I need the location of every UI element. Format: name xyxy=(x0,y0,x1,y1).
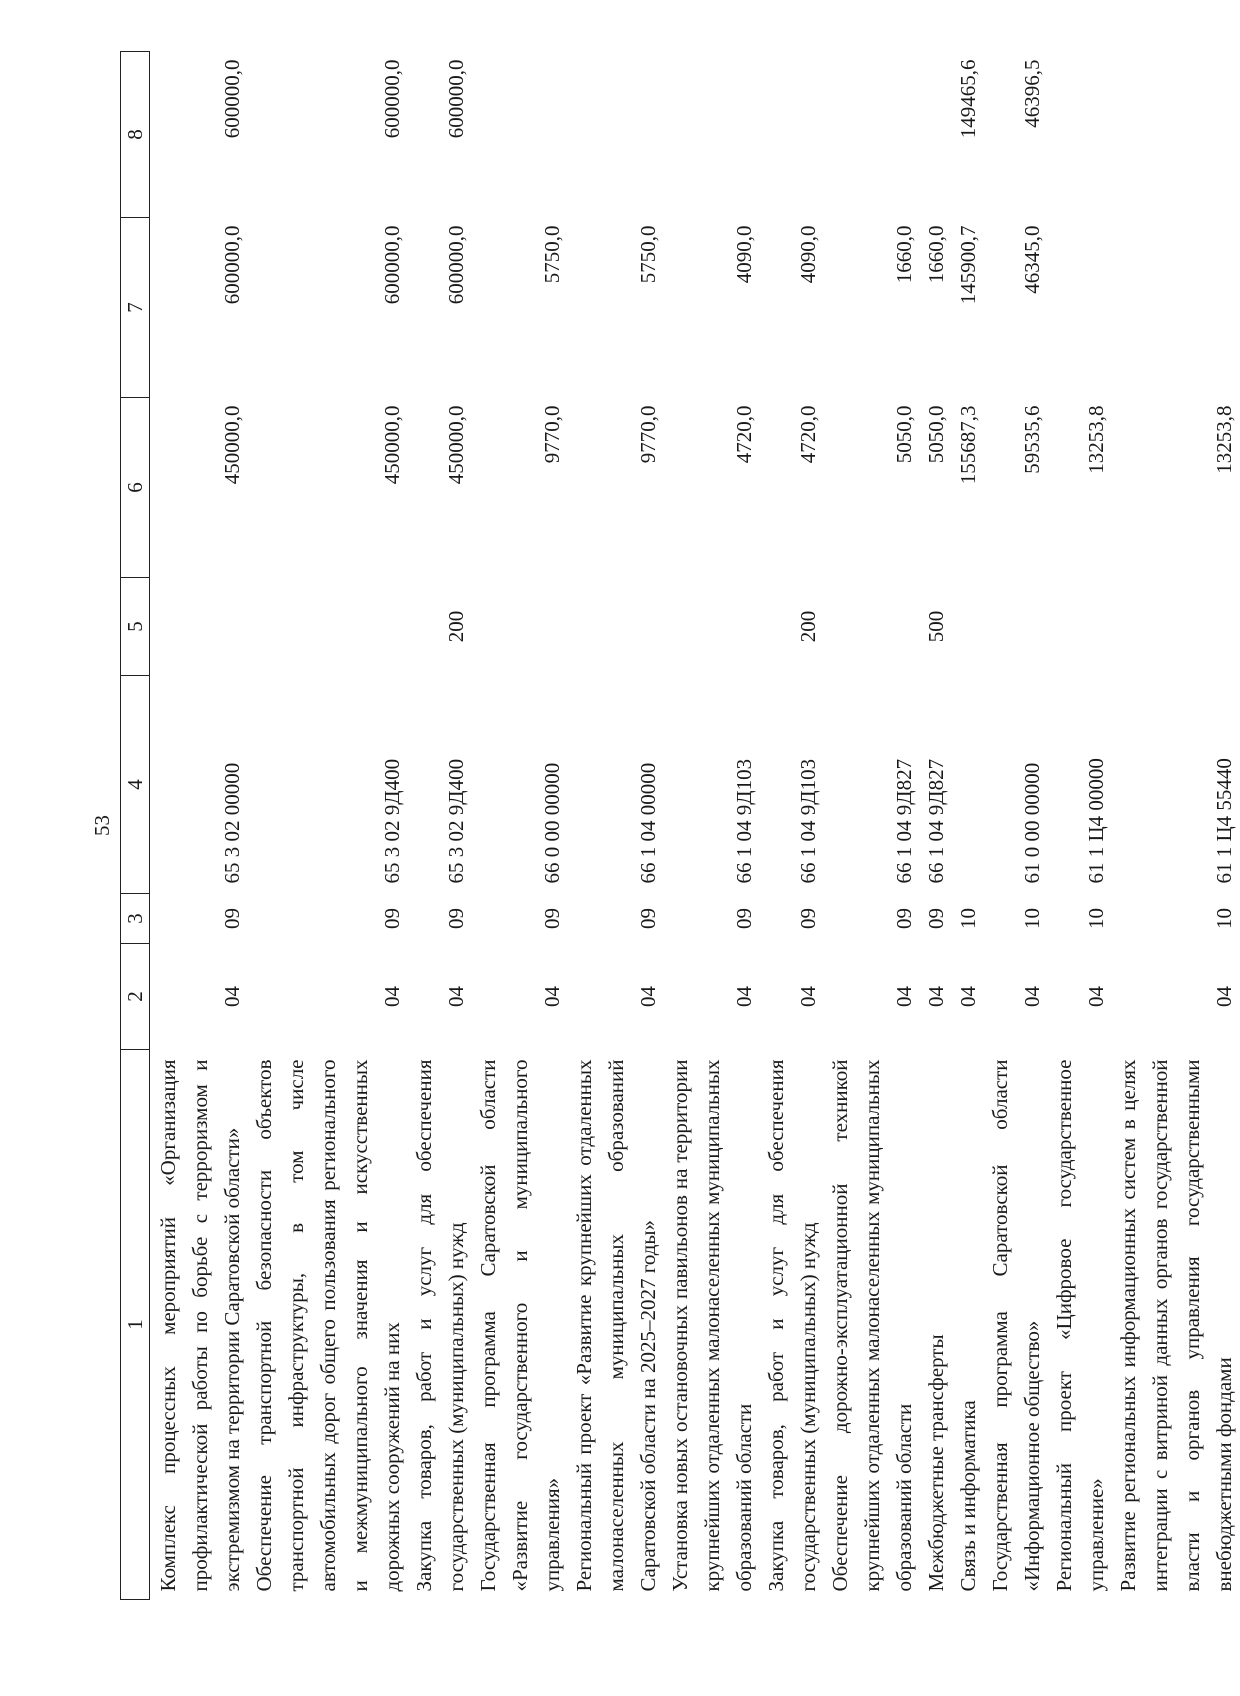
target-article-cell: 66 1 04 9Д827 xyxy=(892,758,916,884)
section-code-cell: 04 xyxy=(380,986,404,1007)
amount-col-7-cell: 600000,0 xyxy=(444,225,468,305)
row-name-cell: Межбюджетные трансферты xyxy=(924,1334,948,1592)
amount-col-7-cell: 4090,0 xyxy=(796,225,820,284)
subsection-code-cell: 09 xyxy=(892,908,916,929)
table-row xyxy=(1048,52,1112,1600)
expense-type-cell: 200 xyxy=(444,610,468,643)
subsection-code-cell: 09 xyxy=(796,908,820,929)
amount-col-8-cell: 600000,0 xyxy=(444,59,468,139)
expense-type-cell xyxy=(472,578,568,676)
amount-col-7-cell xyxy=(1048,218,1112,398)
section-code-cell: 04 xyxy=(636,986,660,1007)
target-article-cell: 61 1 Ц4 55440 xyxy=(1212,758,1236,884)
section-code-cell: 04 xyxy=(540,986,564,1007)
amount-col-6-cell: 59535,6 xyxy=(1020,405,1044,474)
amount-col-6-cell: 9770,0 xyxy=(540,405,564,464)
header-col-2: 2 xyxy=(121,944,150,1050)
target-article-cell: 61 1 Ц4 00000 xyxy=(1084,758,1108,884)
subsection-code-cell: 09 xyxy=(540,908,564,929)
target-article-cell: 66 1 04 9Д103 xyxy=(796,758,820,884)
section-code-cell: 04 xyxy=(1020,986,1044,1007)
section-code-cell: 04 xyxy=(796,986,820,1007)
table-row xyxy=(408,52,472,1600)
subsection-code-cell: 10 xyxy=(956,908,980,929)
header-col-7: 7 xyxy=(121,218,150,398)
table-row xyxy=(984,52,1048,1600)
header-col-5: 5 xyxy=(121,578,150,676)
expense-type-cell xyxy=(248,578,408,676)
amount-col-8-cell xyxy=(664,52,760,218)
amount-col-6-cell: 4720,0 xyxy=(796,405,820,464)
expense-type-cell: 200 xyxy=(796,610,820,643)
expense-type-cell xyxy=(664,578,760,676)
section-code-cell: 04 xyxy=(732,986,756,1007)
target-article-cell: 66 0 00 00000 xyxy=(540,762,564,884)
table-body xyxy=(150,52,1240,1600)
rotated-page-content xyxy=(120,52,1236,1600)
amount-col-8-cell xyxy=(1048,52,1112,218)
header-col-6: 6 xyxy=(121,398,150,578)
row-name-cell: Обеспечение транспортной безопасности объектов транспортной инфраструктуры, в том числе автомобильных дорог общего пользования регионального и межмуниципального значения и искусственных дорожных сооружений на них xyxy=(252,1059,404,1592)
target-article-cell: 65 3 02 9Д400 xyxy=(380,758,404,884)
table-row xyxy=(1112,52,1240,1600)
subsection-code-cell: 10 xyxy=(1020,908,1044,929)
row-name-cell: Государственная программа Саратовской области «Развитие государственного и муниципального управления» xyxy=(476,1059,564,1592)
amount-col-7-cell: 1660,0 xyxy=(892,225,916,284)
row-name-cell: Обеспечение дорожно-эксплуатационной техникой крупнейших отдаленных малонаселенных муниципальных образований области xyxy=(828,1059,916,1592)
header-col-8: 8 xyxy=(121,52,150,218)
amount-col-6-cell: 5050,0 xyxy=(892,405,916,464)
section-code-cell: 04 xyxy=(1212,986,1236,1007)
amount-col-8-cell xyxy=(472,52,568,218)
header-col-4: 4 xyxy=(121,676,150,894)
amount-col-7-cell: 600000,0 xyxy=(380,225,404,305)
table-row xyxy=(664,52,760,1600)
subsection-code-cell: 09 xyxy=(220,908,244,929)
table-row xyxy=(952,52,984,1600)
target-article-cell xyxy=(952,676,984,894)
section-code-cell: 04 xyxy=(1084,986,1108,1007)
subsection-code-cell: 09 xyxy=(636,908,660,929)
target-article-cell: 65 3 02 9Д400 xyxy=(444,758,468,884)
row-name-cell: Закупка товаров, работ и услуг для обеспечения государственных (муниципальных) нужд xyxy=(412,1059,468,1592)
amount-col-7-cell xyxy=(1112,218,1240,398)
amount-col-6-cell: 155687,3 xyxy=(956,405,980,485)
expense-type-cell xyxy=(150,578,249,676)
expense-type-cell xyxy=(984,578,1048,676)
row-name-cell: Развитие региональных информационных систем в целях интеграции с витриной данных органов государственной власти и органов управления государственными внебюджетными фондами xyxy=(1116,1059,1236,1592)
amount-col-7-cell: 1660,0 xyxy=(924,225,948,284)
row-name-cell: Связь и информатика xyxy=(956,1400,980,1592)
amount-col-8-cell xyxy=(1112,52,1240,218)
target-article-cell: 66 1 04 9Д827 xyxy=(924,758,948,884)
amount-col-8-cell: 46396,5 xyxy=(1020,59,1044,128)
budget-table xyxy=(120,51,1240,1600)
row-name-cell: Государственная программа Саратовской области «Информационное общество» xyxy=(988,1059,1044,1592)
table-row xyxy=(824,52,920,1600)
expense-type-cell xyxy=(952,578,984,676)
expense-type-cell xyxy=(568,578,664,676)
table-row xyxy=(150,52,249,1600)
amount-col-6-cell: 450000,0 xyxy=(444,405,468,485)
expense-type-cell xyxy=(824,578,920,676)
amount-col-8-cell: 600000,0 xyxy=(380,59,404,139)
expense-type-cell: 500 xyxy=(924,610,948,643)
target-article-cell: 66 1 04 9Д103 xyxy=(732,758,756,884)
amount-col-7-cell: 145900,7 xyxy=(956,225,980,305)
table-header-row xyxy=(121,52,150,1600)
target-article-cell: 65 3 02 00000 xyxy=(220,762,244,884)
row-name-cell: Региональный проект «Цифровое государственное управление» xyxy=(1052,1059,1108,1592)
row-name-cell: Региональный проект «Развитие крупнейших отдаленных малонаселенных муниципальных образований Саратовской области на 2025–2027 годы» xyxy=(572,1059,660,1592)
amount-col-6-cell: 5050,0 xyxy=(924,405,948,464)
amount-col-6-cell: 4720,0 xyxy=(732,405,756,464)
subsection-code-cell: 10 xyxy=(1212,908,1236,929)
subsection-code-cell: 09 xyxy=(732,908,756,929)
row-name-cell: Установка новых остановочных павильонов на территории крупнейших отдаленных малонаселенных муниципальных образований области xyxy=(668,1059,756,1592)
table-row xyxy=(472,52,568,1600)
table-row xyxy=(248,52,408,1600)
table-row xyxy=(920,52,952,1600)
subsection-code-cell: 09 xyxy=(924,908,948,929)
target-article-cell: 61 0 00 00000 xyxy=(1020,762,1044,884)
subsection-code-cell: 10 xyxy=(1084,908,1108,929)
amount-col-8-cell xyxy=(824,52,920,218)
expense-type-cell xyxy=(1048,578,1112,676)
header-col-3: 3 xyxy=(121,894,150,944)
subsection-code-cell: 09 xyxy=(444,908,468,929)
amount-col-7-cell: 600000,0 xyxy=(220,225,244,305)
subsection-code-cell: 09 xyxy=(380,908,404,929)
amount-col-6-cell: 13253,8 xyxy=(1084,405,1108,474)
amount-col-8-cell xyxy=(568,52,664,218)
page-number: 53 xyxy=(90,815,114,836)
amount-col-8-cell xyxy=(920,52,952,218)
header-col-1: 1 xyxy=(121,1050,150,1600)
section-code-cell: 04 xyxy=(892,986,916,1007)
section-code-cell: 04 xyxy=(924,986,948,1007)
table-row xyxy=(760,52,824,1600)
amount-col-6-cell: 9770,0 xyxy=(636,405,660,464)
amount-col-8-cell xyxy=(760,52,824,218)
amount-col-7-cell: 46345,0 xyxy=(1020,225,1044,294)
section-code-cell: 04 xyxy=(444,986,468,1007)
row-name-cell: Закупка товаров, работ и услуг для обеспечения государственных (муниципальных) нужд xyxy=(764,1059,820,1592)
section-code-cell: 04 xyxy=(956,986,980,1007)
amount-col-6-cell: 13253,8 xyxy=(1212,405,1236,474)
amount-col-8-cell: 600000,0 xyxy=(220,59,244,139)
amount-col-7-cell: 4090,0 xyxy=(732,225,756,284)
expense-type-cell xyxy=(1112,578,1240,676)
table-row xyxy=(568,52,664,1600)
amount-col-7-cell: 5750,0 xyxy=(636,225,660,284)
target-article-cell: 66 1 04 00000 xyxy=(636,762,660,884)
section-code-cell: 04 xyxy=(220,986,244,1007)
amount-col-7-cell: 5750,0 xyxy=(540,225,564,284)
amount-col-6-cell: 450000,0 xyxy=(380,405,404,485)
amount-col-8-cell: 149465,6 xyxy=(956,59,980,139)
row-name-cell: Комплекс процессных мероприятий «Организация профилактической работы по борьбе с терроризмом и экстремизмом на территории Саратовской области» xyxy=(156,1059,244,1592)
amount-col-6-cell: 450000,0 xyxy=(220,405,244,485)
